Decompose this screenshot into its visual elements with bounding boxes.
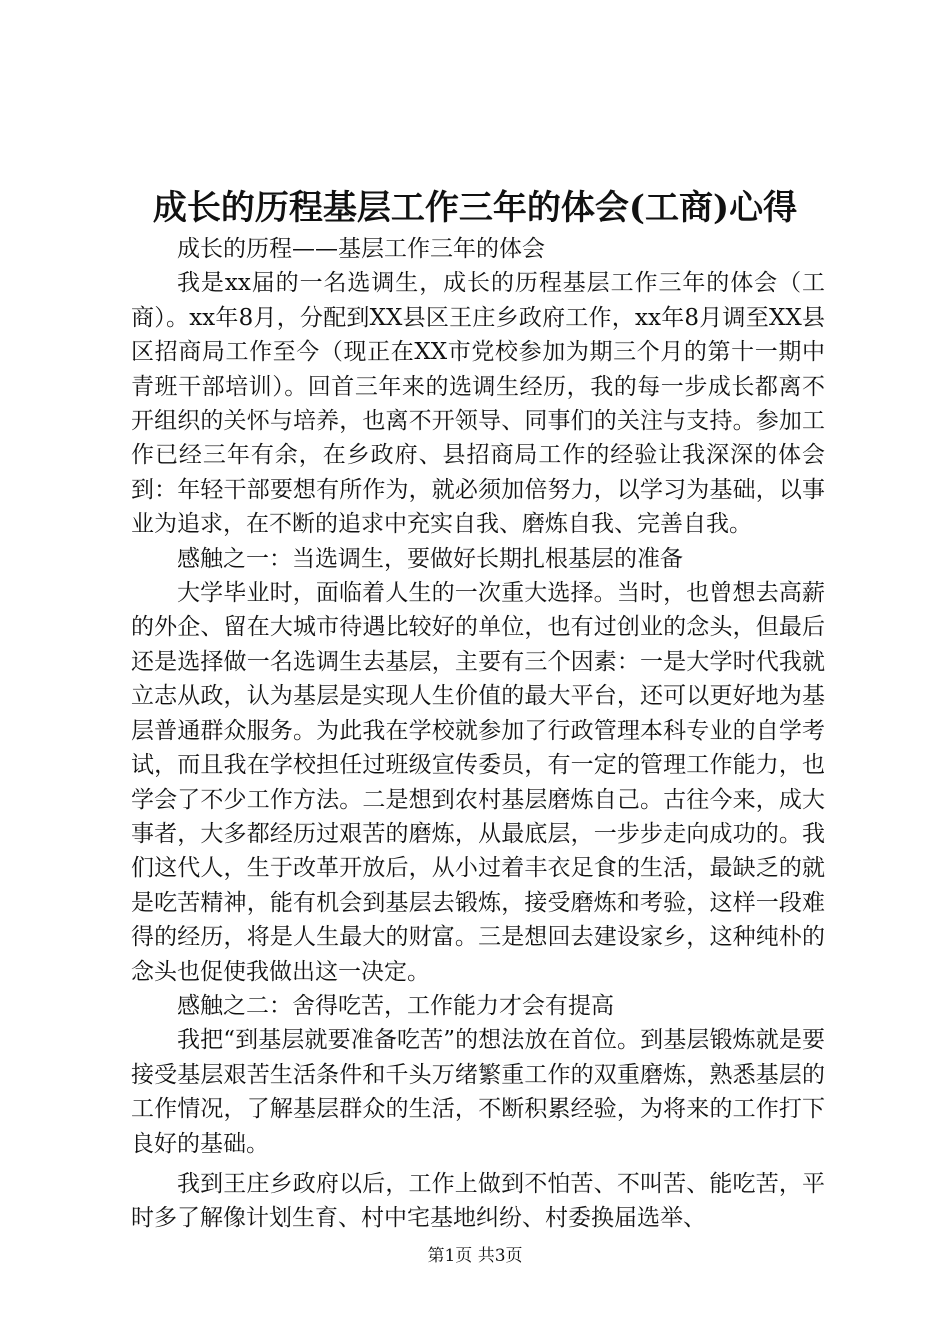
paragraph-heading-two: 感触之二：舍得吃苦，工作能力才会有提高: [177, 992, 614, 1019]
document-title: 成长的历程基层工作三年的体会(工商)心得: [152, 188, 798, 228]
page-number-footer: 第1页 共3页: [427, 1246, 523, 1266]
paragraph-intro: 我是xx届的一名选调生，成长的历程基层工作三年的体会（工商）。xx年8月，分配到XX县区王庄乡政府工作，xx年8月调至XX县区招商局工作至今（现正在XX市党校参加为期三个月的第十一期中青班干部培训）。回首三年来的选调生经历，我的每一步成长都离不开组织的关怀与培养，也离不开领导、同事们的关注与支持。参加工作已经三年有余，在乡政府、县招商局工作的经验让我深深的体会到：年轻干部要想有所作为，就必须加倍努力，以学习为基础，以事业为追求，在不断的追求中充实自我、磨炼自我、完善自我。: [131, 270, 825, 538]
paragraph-wangzhuang: 我到王庄乡政府以后，工作上做到不怕苦、不叫苦、能吃苦，平时多了解像计划生育、村中宅基地纠纷、村委换届选举、: [131, 1170, 825, 1232]
paragraph-subtitle: 成长的历程——基层工作三年的体会: [177, 236, 545, 262]
paragraph-heading-one: 感触之一：当选调生，要做好长期扎根基层的准备: [177, 545, 683, 572]
document-body: [131, 232, 825, 1236]
paragraph-hardship: 我把“到基层就要准备吃苦”的想法放在首位。到基层锻炼就是要接受基层艰苦生活条件和千头万绪繁重工作的双重磨炼，熟悉基层的工作情况，了解基层群众的生活，不断积累经验，为将来的工作打下良好的基础。: [131, 1027, 825, 1157]
paragraph-reasons: 大学毕业时，面临着人生的一次重大选择。当时，也曾想去高薪的外企、留在大城市待遇比较好的单位，也有过创业的念头，但最后还是选择做一名选调生去基层，主要有三个因素：一是大学时代我就立志从政，认为基层是实现人生价值的最大平台，还可以更好地为基层普通群众服务。为此我在学校就参加了行政管理本科专业的自学考试，而且我在学校担任过班级宣传委员，有一定的管理工作能力，也学会了不少工作方法。二是想到农村基层磨炼自己。古往今来，成大事者，大多都经历过艰苦的磨炼，从最底层，一步步走向成功的。我们这代人，生于改革开放后，从小过着丰衣足食的生活，最缺乏的就是吃苦精神，能有机会到基层去锻炼，接受磨炼和考验，这样一段难得的经历，将是人生最大的财富。三是想回去建设家乡，这种纯朴的念头也促使我做出这一决定。: [131, 580, 825, 985]
